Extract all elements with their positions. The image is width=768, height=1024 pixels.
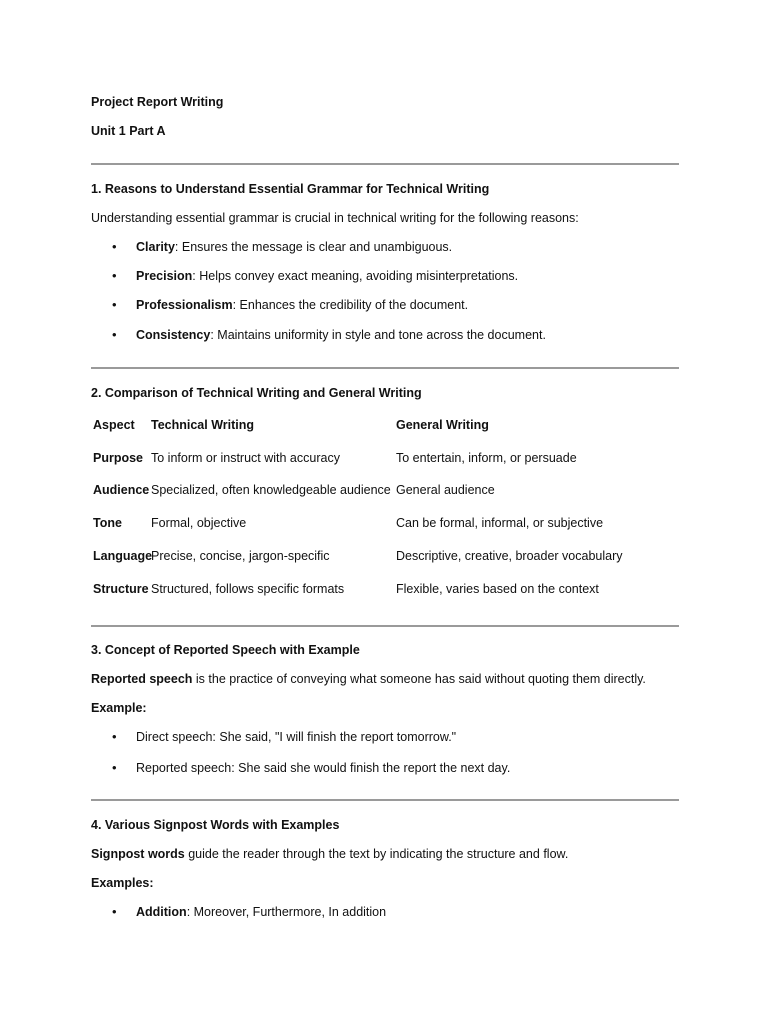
table-cell-technical: To inform or instruct with accuracy bbox=[151, 451, 340, 465]
section-1-intro: Understanding essential grammar is crucial in technical writing for the following reasons: bbox=[91, 211, 579, 225]
table-cell-technical: Specialized, often knowledgeable audience bbox=[151, 483, 391, 497]
list-item bbox=[112, 760, 510, 776]
table-cell-aspect: Tone bbox=[93, 516, 122, 530]
list-item-text: Reported speech: She said she would finish the report the next day. bbox=[136, 761, 511, 775]
bullet-icon: • bbox=[112, 729, 117, 744]
table-cell-technical: Precise, concise, jargon-specific bbox=[151, 549, 330, 563]
table-header-aspect: Aspect bbox=[93, 418, 135, 432]
definition-term: Signpost words bbox=[91, 847, 185, 861]
bullet-icon: • bbox=[112, 268, 117, 283]
example-label: Example: bbox=[91, 701, 147, 715]
list-item-text: Direct speech: She said, "I will finish the report tomorrow." bbox=[136, 730, 457, 744]
list-item-text: : Moreover, Furthermore, In addition bbox=[186, 905, 387, 919]
list-item bbox=[112, 239, 452, 255]
list-item-text: : Enhances the credibility of the document. bbox=[232, 298, 469, 312]
definition-text: guide the reader through the text by indicating the structure and flow. bbox=[184, 847, 569, 861]
bullet-icon: • bbox=[112, 239, 117, 254]
section-3-definition bbox=[91, 671, 646, 687]
table-cell-aspect: Audience bbox=[93, 483, 150, 497]
divider bbox=[91, 625, 679, 627]
table-header-general: General Writing bbox=[396, 418, 489, 432]
doc-title: Project Report Writing bbox=[91, 95, 224, 109]
table-cell-aspect: Structure bbox=[93, 582, 149, 596]
list-item-term: Consistency bbox=[136, 328, 211, 342]
definition-text: is the practice of conveying what someone has said without quoting them directly. bbox=[192, 672, 646, 686]
table-header-technical: Technical Writing bbox=[151, 418, 255, 432]
bullet-icon: • bbox=[112, 327, 117, 342]
list-item-text: : Helps convey exact meaning, avoiding misinterpretations. bbox=[192, 269, 519, 283]
list-item bbox=[112, 904, 386, 920]
section-2-heading: 2. Comparison of Technical Writing and General Writing bbox=[91, 386, 422, 400]
list-item bbox=[112, 268, 518, 284]
section-1-heading: 1. Reasons to Understand Essential Grammar for Technical Writing bbox=[91, 182, 490, 196]
table-cell-general: Descriptive, creative, broader vocabulary bbox=[396, 549, 623, 563]
divider bbox=[91, 799, 679, 801]
section-4-definition bbox=[91, 846, 568, 862]
table-cell-technical: Formal, objective bbox=[151, 516, 247, 530]
list-item bbox=[112, 297, 468, 313]
section-3-heading: 3. Concept of Reported Speech with Example bbox=[91, 643, 360, 657]
table-cell-technical: Structured, follows specific formats bbox=[151, 582, 345, 596]
table-cell-general: Flexible, varies based on the context bbox=[396, 582, 599, 596]
bullet-icon: • bbox=[112, 297, 117, 312]
section-4-heading: 4. Various Signpost Words with Examples bbox=[91, 818, 340, 832]
list-item-term: Clarity bbox=[136, 240, 175, 254]
table-cell-aspect: Language bbox=[93, 549, 153, 563]
table-cell-general: To entertain, inform, or persuade bbox=[396, 451, 577, 465]
list-item-text: : Ensures the message is clear and unambiguous. bbox=[174, 240, 453, 254]
list-item-term: Professionalism bbox=[136, 298, 233, 312]
list-item bbox=[112, 327, 546, 343]
doc-subtitle: Unit 1 Part A bbox=[91, 124, 166, 138]
table-cell-general: General audience bbox=[396, 483, 495, 497]
definition-term: Reported speech bbox=[91, 672, 193, 686]
divider bbox=[91, 367, 679, 369]
list-item-text: : Maintains uniformity in style and tone across the document. bbox=[210, 328, 546, 342]
bullet-icon: • bbox=[112, 904, 117, 919]
bullet-icon: • bbox=[112, 760, 117, 775]
list-item bbox=[112, 729, 456, 745]
table-cell-aspect: Purpose bbox=[93, 451, 144, 465]
list-item-term: Precision bbox=[136, 269, 193, 283]
table-cell-general: Can be formal, informal, or subjective bbox=[396, 516, 604, 530]
examples-label: Examples: bbox=[91, 876, 154, 890]
divider bbox=[91, 163, 679, 165]
list-item-term: Addition bbox=[136, 905, 187, 919]
